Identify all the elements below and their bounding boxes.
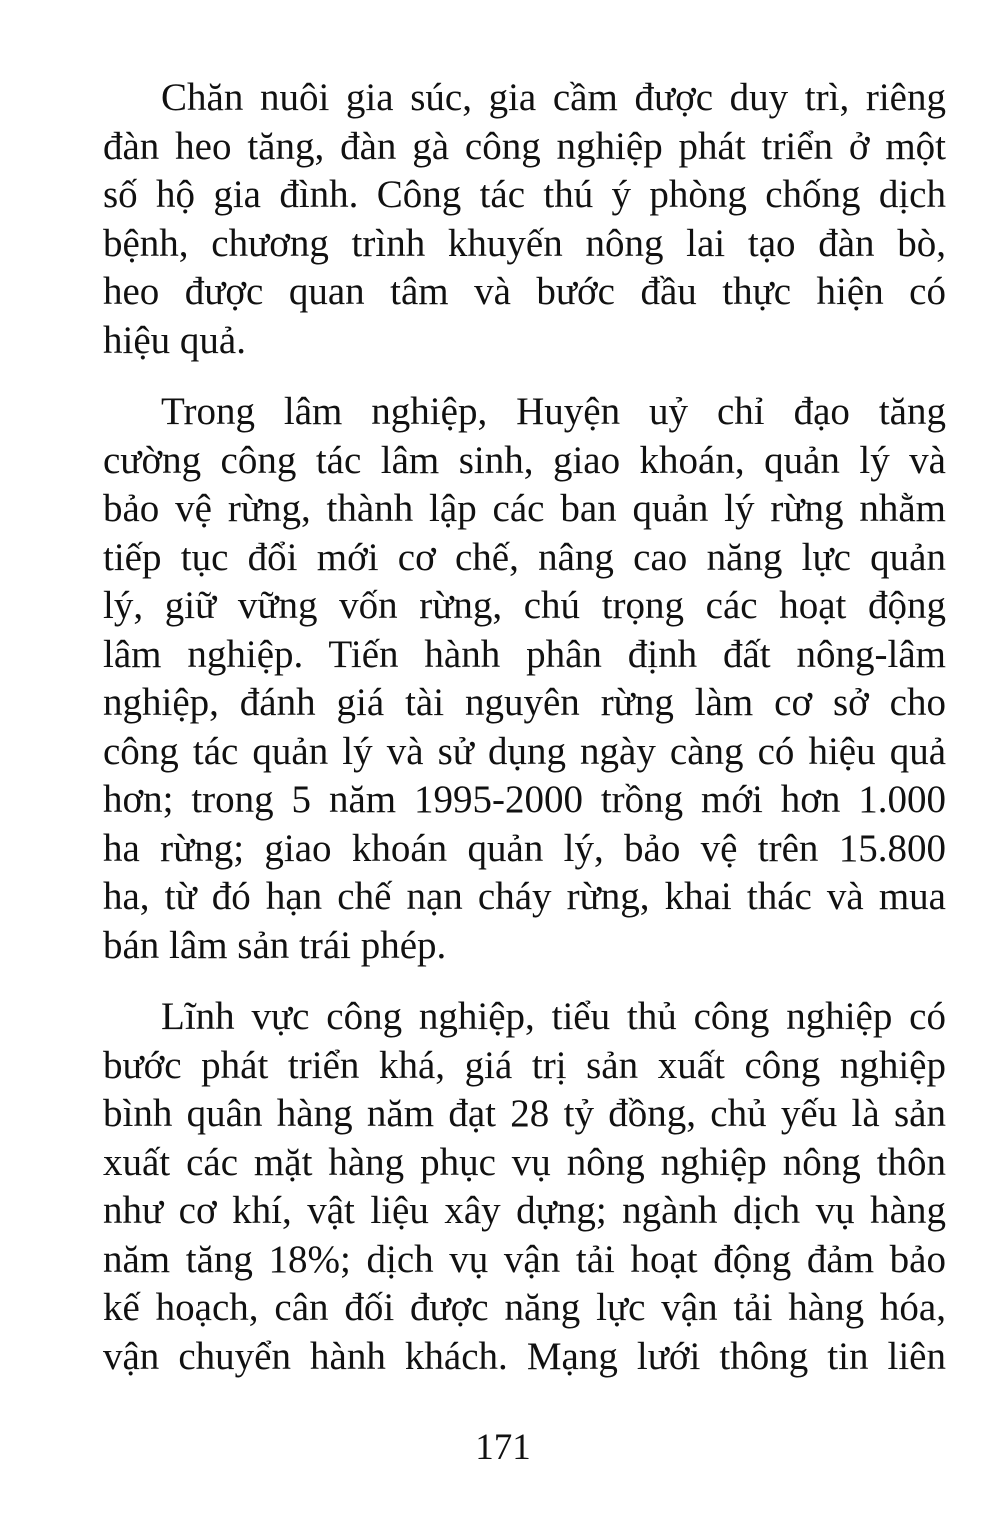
paragraph-livestock — [103, 74, 946, 365]
text-line: Lĩnh vực công nghiệp, tiểu thủ công nghiệp có — [161, 995, 946, 1038]
page-body — [103, 74, 946, 1404]
text-line: Trong lâm nghiệp, Huyện uỷ chỉ đạo tăng — [161, 390, 946, 433]
text-line: lâm nghiệp. Tiến hành phân định đất nông-lâm — [103, 632, 946, 676]
paragraph-industry — [103, 993, 946, 1381]
text-line: năm tăng 18%; dịch vụ vận tải hoạt động đảm bảo — [103, 1237, 946, 1281]
text-line: bán lâm sản trái phép. — [103, 923, 447, 967]
text-line: xuất các mặt hàng phục vụ nông nghiệp nông thôn — [103, 1140, 946, 1184]
text-line: bảo vệ rừng, thành lập các ban quản lý rừng nhằm — [103, 487, 946, 530]
text-line: nghiệp, đánh giá tài nguyên rừng làm cơ sở cho — [103, 681, 946, 724]
text-line: đàn heo tăng, đàn gà công nghiệp phát triển ở một — [103, 124, 946, 168]
text-line: bệnh, chương trình khuyến nông lai tạo đàn bò, — [103, 221, 946, 265]
text-line: Chăn nuôi gia súc, gia cầm được duy trì, riêng — [161, 76, 946, 119]
text-line: tiếp tục đổi mới cơ chế, nâng cao năng lực quản — [103, 535, 946, 579]
text-line: heo được quan tâm và bước đầu thực hiện có — [103, 270, 946, 313]
text-line: hiệu quả. — [103, 318, 246, 362]
page-number: 171 — [475, 1427, 531, 1468]
paragraph-forestry — [103, 388, 946, 970]
text-line: kế hoạch, cân đối được năng lực vận tải hàng hóa, — [103, 1286, 946, 1329]
text-line: lý, giữ vững vốn rừng, chú trọng các hoạt động — [103, 584, 946, 627]
text-line: như cơ khí, vật liệu xây dựng; ngành dịch vụ hàng — [103, 1189, 946, 1232]
text-line: số hộ gia đình. Công tác thú ý phòng chống dịch — [103, 173, 946, 216]
text-line: ha rừng; giao khoán quản lý, bảo vệ trên 15.800 — [103, 826, 946, 870]
text-line: cường công tác lâm sinh, giao khoán, quản lý và — [103, 438, 946, 482]
text-line: công tác quản lý và sử dụng ngày càng có hiệu quả — [103, 729, 946, 773]
text-line: ha, từ đó hạn chế nạn cháy rừng, khai thác và mua — [103, 875, 946, 918]
text-line: bình quân hàng năm đạt 28 tỷ đồng, chủ yếu là sản — [103, 1092, 946, 1135]
text-line: bước phát triển khá, giá trị sản xuất công nghiệp — [103, 1043, 946, 1087]
text-line: hơn; trong 5 năm 1995-2000 trồng mới hơn 1.000 — [103, 778, 946, 821]
text-line: vận chuyển hành khách. Mạng lưới thông tin liên — [103, 1334, 946, 1378]
